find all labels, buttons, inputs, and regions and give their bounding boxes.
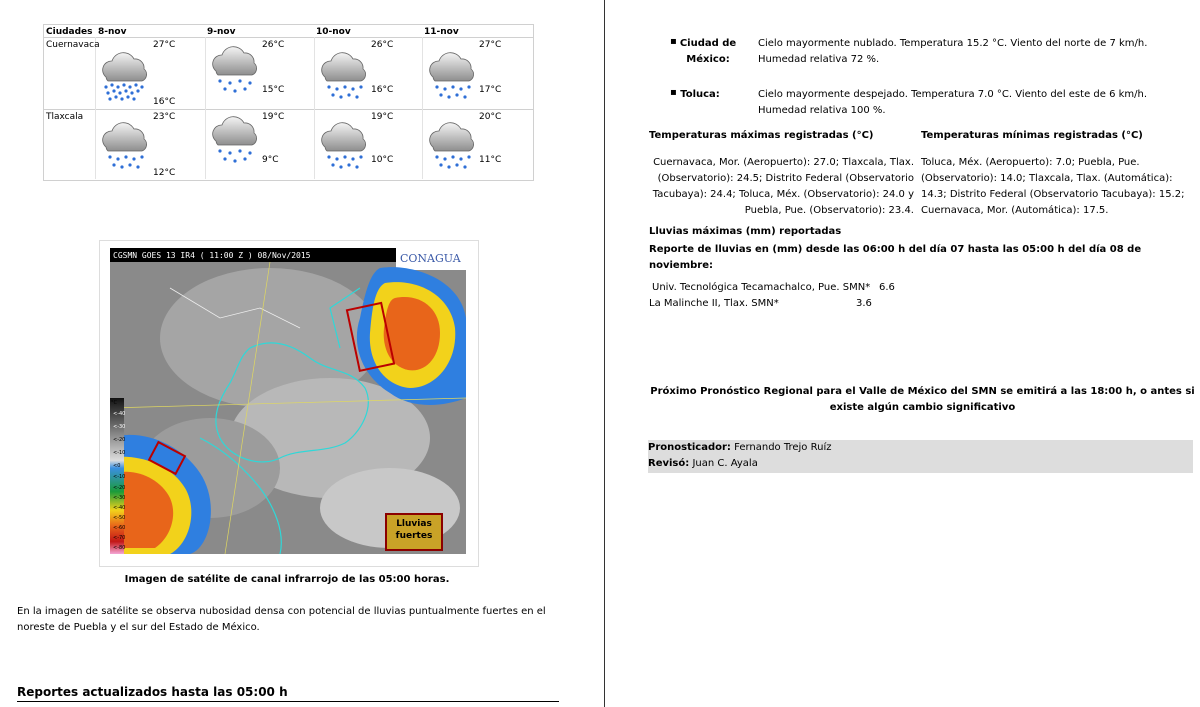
rain-cloud-icon [315,117,371,173]
city-text-toluca: Cielo mayormente despejado. Temperatura 7.0 °C. Viento del este de 6 km/h. Humedad relativa 100 %. [758,89,1148,116]
city-label-toluca: Toluca: [680,89,720,100]
reviewer-label: Revisó: [648,458,690,469]
temp-min: 12°C [153,168,176,178]
forecaster-label: Pronosticador: [648,442,731,453]
rain-cloud-icon [96,117,152,173]
scale-label: <-10 [113,450,126,456]
scale-label: <-20 [113,485,126,491]
header-day-4: 11-nov [424,27,459,37]
temp-min: 16°C [153,97,176,107]
scale-label: <-10 [113,474,126,480]
reports-title: Reportes actualizados hasta las 05:00 h [17,685,559,702]
header-day-3: 10-nov [316,27,351,37]
rain-title: Lluvias máximas (mm) reportadas [649,226,842,237]
header-day-2: 9-nov [207,27,236,37]
satellite-image [110,248,466,554]
scale-label: <-30 [113,495,126,501]
city-label-cdmx: Ciudad de México: [679,38,737,65]
heavy-rain-cloud-icon [96,47,152,103]
min-temps-title: Temperaturas mínimas registradas (°C) [921,130,1143,141]
bullet-icon: ▪ [670,36,677,47]
min-temps-text: Toluca, Méx. (Aeropuerto): 7.0; Puebla, Pue. (Observatorio): 14.0; Tlaxcala, Tlax. (Automática): 14.3; Distrito Federal (Observatorio Tacubaya): 15.2; Cuernavaca, Mor. (Automática): 17.5. [921,157,1185,216]
signature-block [648,440,1193,473]
temp-max: 20°C [479,112,502,122]
satellite-banner: CGSMN GOES 13 IR4 ( 11:00 Z ) 08/Nov/2015 [113,251,311,260]
temp-max: 19°C [262,112,285,122]
satellite-caption: Imagen de satélite de canal infrarrojo de las 05:00 horas. [124,574,450,585]
rain-cloud-icon [423,117,479,173]
max-temps-text: Cuernavaca, Mor. (Aeropuerto): 27.0; Tlaxcala, Tlax. (Observatorio): 24.5; Distrito Federal (Observatorio Tacubaya): 24.4; Toluca, Méx. (Observatorio): 24.0 y Puebla, Pue. (Observatorio): 23.4. [652,157,914,216]
scale-label: <-40 [113,411,126,417]
temp-max: 27°C [153,40,176,50]
temp-max: 26°C [262,40,285,50]
scale-label: <-20 [113,437,126,443]
temp-min: 17°C [479,85,502,95]
temp-min: 16°C [371,85,394,95]
city-tlaxcala: Tlaxcala [46,112,84,122]
temp-max: 26°C [371,40,394,50]
header-day-1: 8-nov [98,27,127,37]
scale-label: <-60 [113,525,126,531]
rain-station: La Malinche II, Tlax. SMN* [649,298,779,309]
temp-min: 9°C [262,155,279,165]
rain-value: 6.6 [879,282,895,293]
scale-label: <-50 [113,515,126,521]
city-cuernavaca: Cuernavaca [46,40,100,50]
satellite-description: En la imagen de satélite se observa nubosidad densa con potencial de lluvias puntualmente fuertes en el noreste de Puebla y el sur del Estado de México. [17,606,546,633]
rain-cloud-icon [423,47,479,103]
rain-value: 3.6 [856,298,872,309]
scale-label: <-40 [113,505,126,511]
bullet-icon: ▪ [670,87,677,98]
scale-label-unit: °C [111,400,117,406]
temp-min: 11°C [479,155,502,165]
rain-cloud-icon [206,41,262,97]
scale-label: <0 [113,463,121,469]
scale-label: <-30 [113,424,126,430]
max-temps-title: Temperaturas máximas registradas (°C) [649,130,874,141]
forecaster-name: Fernando Trejo Ruíz [734,442,832,453]
rain-station: Univ. Tecnológica Tecamachalco, Pue. SMN* [652,282,871,293]
next-forecast-notice: Próximo Pronóstico Regional para el Valle de México del SMN se emitirá a las 18:00 h, o antes si existe algún cambio significativo [650,386,1195,413]
temp-min: 15°C [262,85,285,95]
scale-label: <-80 [113,545,126,551]
rain-cloud-icon [315,47,371,103]
reviewer-name: Juan C. Ayala [692,458,758,469]
column-divider [604,0,605,707]
scale-label: <-70 [113,535,126,541]
rain-subtitle: Reporte de lluvias en (mm) desde las 06:00 h del día 07 hasta las 05:00 h del día 08 de noviembre: [649,244,1142,271]
temp-min: 10°C [371,155,394,165]
temp-max: 27°C [479,40,502,50]
city-text-cdmx: Cielo mayormente nublado. Temperatura 15.2 °C. Viento del norte de 7 km/h. Humedad relativa 72 %. [758,38,1148,65]
rain-cloud-icon [206,111,262,167]
legend-heavy-rain: Lluvias fuertes [395,519,433,541]
temp-max: 23°C [153,112,176,122]
conagua-logo: CONAGUA [400,252,461,265]
temp-max: 19°C [371,112,394,122]
forecast-table [43,24,534,181]
header-cities: Ciudades [46,27,93,37]
